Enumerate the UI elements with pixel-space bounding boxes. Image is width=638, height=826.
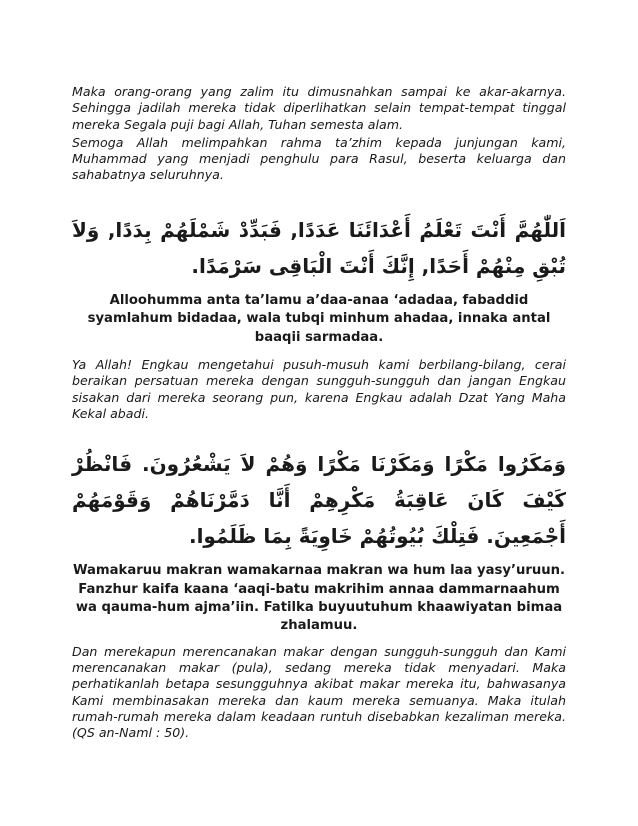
doa-2-meaning: Dan merekapun merencanakan makar dengan sungguh-sungguh dan Kami merencanakan makar (pula), sedang mereka tidak menyadari. Maka perhatikanlah betapa sesungguhnya akibat makar mereka itu, bahwasanya Kami membinasakan mereka dan kaum mereka semuanya. Maka itulah rumah-rumah mereka dalam keadaan runtuh disebabkan kezaliman mereka. (QS an-Naml : 50). xyxy=(72,643,566,741)
document-page xyxy=(72,84,566,742)
doa-1-transliteration: Alloohumma anta ta’lamu a’daa-anaa ‘adadaa, fabaddid syamlahum bidadaa, wala tubqi minhum ahadaa, innaka antal baaqii sarmadaa. xyxy=(87,292,551,345)
doa-2-transliteration: Wamakaruu makran wamakarnaa makran wa hum laa yasy’uruun. Fanzhur kaifa kaana ‘aaqi-batu makrihim annaa dammarnaahum wa qauma-hum ajma’iin. Fatilka buyuutuhum khaawiyatan bimaa zhalamuu. xyxy=(72,563,566,634)
doa-2-arabic-text: وَمَكَرُوا مَكْرًا وَمَكَرْنَا مَكْرًا وَهُمْ لاَ يَشْعُرُونَ. فَانْظُرْ كَيْفَ كَانَ عَاقِبَةُ مَكْرِهِمْ أَنَّا دَمَّرْنَاهُمْ وَقَوْمَهُمْ أَجْمَعِينَ. فَتِلْكَ بُيُوتُهُمْ خَاوِيَةً بِمَا ظَلَمُوا. xyxy=(72,452,566,549)
doa-1-meaning: Ya Allah! Engkau mengetahui pusuh-musuh kami berbilang-bilang, cerai beraikan persatuan mereka dengan sungguh-sungguh dan jangan Engkau sisakan dari mereka seorang pun, karena Engkau adalah Dzat Yang Maha Kekal abadi. xyxy=(72,357,566,421)
intro-paragraph-1: Maka orang-orang yang zalim itu dimusnahkan sampai ke akar-akarnya. Sehingga jadilah mereka tidak diperlihatkan selain tempat-tempat tinggal mereka Segala puji bagi Allah, Tuhan semesta alam. xyxy=(72,84,566,132)
intro-paragraph-2: Semoga Allah melimpahkan rahma ta’zhim kepada junjungan kami, Muhammad yang menjadi penghulu para Rasul, beserta keluarga dan sahabatnya seluruhnya. xyxy=(72,134,566,183)
doa-1-arabic-text: اَللّٰهُمَّ أَنْتَ تَعْلَمُ أَعْدَائَنَا عَدَدًا, فَبَدِّدْ شَمْلَهُمْ بِدَدًا, وَلاَ تُبْقِ مِنْهُمْ أَحَدًا, إِنَّكَ أَنْتَ الْبَاقِى سَرْمَدًا. xyxy=(72,217,566,278)
